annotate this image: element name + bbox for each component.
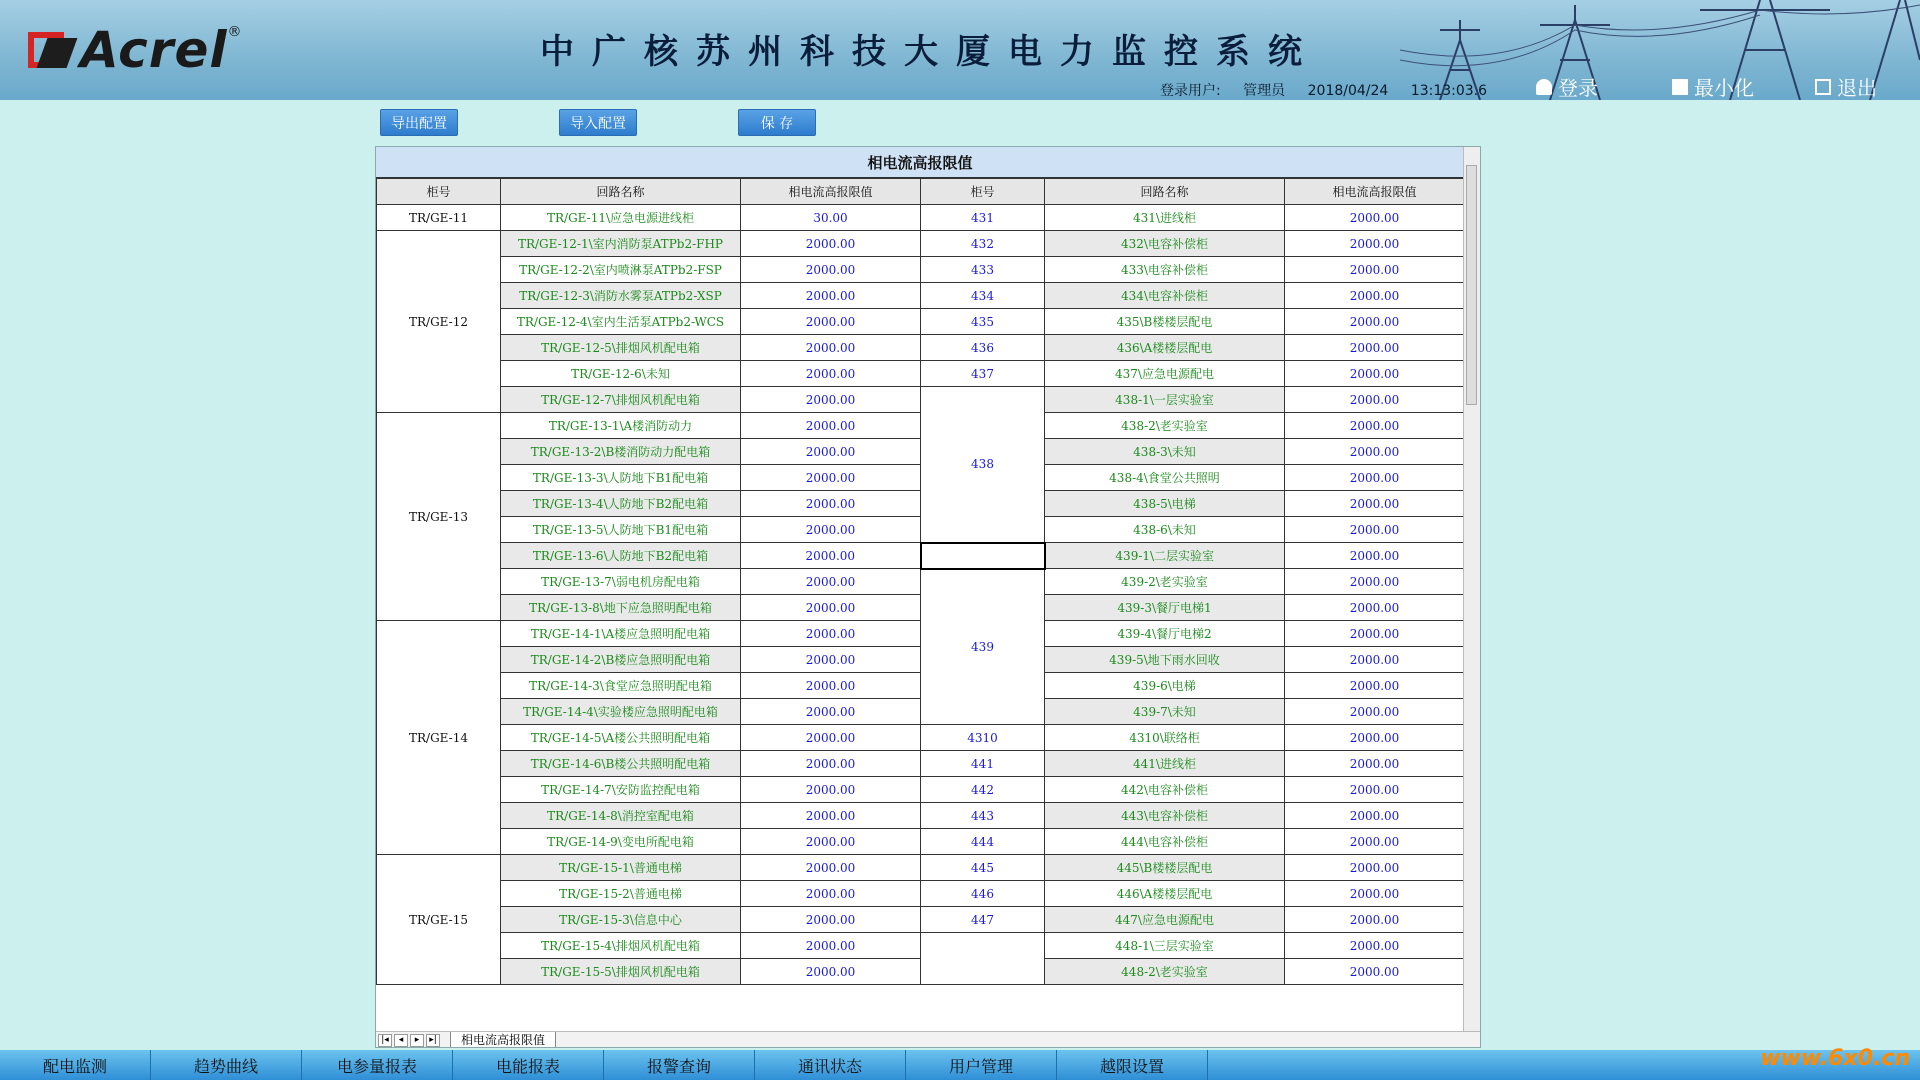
cabinet-cell: 437 — [921, 361, 1045, 387]
circuit-name-cell: 438-4\食堂公共照明 — [1045, 465, 1285, 491]
login-button[interactable] — [1536, 72, 1598, 100]
limit-value-cell[interactable]: 2000.00 — [741, 881, 921, 907]
cabinet-cell: TR/GE-14 — [377, 621, 501, 855]
export-config-button[interactable]: 导出配置 — [380, 109, 458, 136]
circuit-name-cell: 4310\联络柜 — [1045, 725, 1285, 751]
circuit-name-cell: TR/GE-13-1\A楼消防动力 — [501, 413, 741, 439]
cabinet-cell: 443 — [921, 803, 1045, 829]
limit-value-cell[interactable]: 2000.00 — [1285, 777, 1465, 803]
circuit-name-cell: TR/GE-15-4\排烟风机配电箱 — [501, 933, 741, 959]
limit-value-cell[interactable]: 2000.00 — [1285, 309, 1465, 335]
table-row — [377, 803, 1465, 829]
circuit-name-cell: TR/GE-14-1\A楼应急照明配电箱 — [501, 621, 741, 647]
table-row — [377, 361, 1465, 387]
sheet-tab-bar — [376, 1031, 1481, 1048]
circuit-name-cell: TR/GE-14-8\消控室配电箱 — [501, 803, 741, 829]
table-row — [377, 933, 1465, 959]
table-row — [377, 543, 1465, 569]
table-row — [377, 569, 1465, 595]
limit-value-cell[interactable]: 2000.00 — [1285, 881, 1465, 907]
cabinet-cell: 442 — [921, 777, 1045, 803]
circuit-name-cell: 436\A楼楼层配电 — [1045, 335, 1285, 361]
table-row — [377, 751, 1465, 777]
limit-value-cell[interactable]: 2000.00 — [1285, 595, 1465, 621]
circuit-name-cell: TR/GE-14-4\实验楼应急照明配电箱 — [501, 699, 741, 725]
circuit-name-cell: 439-4\餐厅电梯2 — [1045, 621, 1285, 647]
circuit-name-cell: TR/GE-15-1\普通电梯 — [501, 855, 741, 881]
cabinet-cell — [921, 933, 1045, 985]
limit-value-cell[interactable]: 2000.00 — [741, 361, 921, 387]
limit-value-cell[interactable]: 2000.00 — [1285, 803, 1465, 829]
cabinet-cell: 436 — [921, 335, 1045, 361]
circuit-name-cell: 432\电容补偿柜 — [1045, 231, 1285, 257]
circuit-name-cell: 437\应急电源配电 — [1045, 361, 1285, 387]
limit-value-cell[interactable]: 2000.00 — [1285, 933, 1465, 959]
col-header-cabinet-right: 柜号 — [921, 179, 1045, 205]
user-name: 管理员 — [1243, 83, 1286, 99]
cabinet-cell: TR/GE-12 — [377, 231, 501, 413]
cabinet-cell: 447 — [921, 907, 1045, 933]
watermark: www.6x0.cn — [1760, 1046, 1910, 1071]
current-time: 13:13:03.6 — [1410, 83, 1488, 99]
circuit-name-cell: 439-6\电梯 — [1045, 673, 1285, 699]
vertical-scrollbar[interactable] — [1463, 147, 1480, 1031]
logout-label: 退出 — [1837, 76, 1877, 100]
circuit-name-cell: 448-1\三层实验室 — [1045, 933, 1285, 959]
minimize-icon — [1672, 79, 1688, 95]
table-header-row — [377, 179, 1465, 205]
table-row — [377, 907, 1465, 933]
cabinet-cell: 441 — [921, 751, 1045, 777]
table-title: 相电流高报限值 — [376, 147, 1464, 178]
limit-value-cell[interactable]: 2000.00 — [1285, 257, 1465, 283]
circuit-name-cell: 439-2\老实验室 — [1045, 569, 1285, 595]
circuit-name-cell: TR/GE-14-9\变电所配电箱 — [501, 829, 741, 855]
limit-value-cell[interactable]: 2000.00 — [741, 803, 921, 829]
next-sheet-icon[interactable]: ▸ — [410, 1034, 424, 1047]
limit-value-cell[interactable]: 2000.00 — [1285, 439, 1465, 465]
limit-value-cell[interactable]: 2000.00 — [741, 413, 921, 439]
nav-tab-distribution-monitor[interactable]: 配电监测 — [0, 1050, 151, 1080]
cabinet-cell: 446 — [921, 881, 1045, 907]
table-row — [377, 881, 1465, 907]
minimize-label: 最小化 — [1694, 76, 1754, 100]
circuit-name-cell: TR/GE-13-5\人防地下B1配电箱 — [501, 517, 741, 543]
col-header-circuit-left: 回路名称 — [501, 179, 741, 205]
col-header-limit-right: 相电流高报限值 — [1285, 179, 1465, 205]
sheet-tab-current[interactable]: 相电流高报限值 — [450, 1032, 556, 1048]
circuit-name-cell: TR/GE-11\应急电源进线柜 — [501, 205, 741, 231]
circuit-name-cell: TR/GE-15-3\信息中心 — [501, 907, 741, 933]
user-label: 登录用户: — [1160, 83, 1221, 99]
limit-value-cell[interactable]: 2000.00 — [741, 309, 921, 335]
table-row — [377, 387, 1465, 413]
selected-cell[interactable] — [921, 543, 1045, 569]
cabinet-cell: 445 — [921, 855, 1045, 881]
limit-value-cell[interactable]: 2000.00 — [1285, 205, 1465, 231]
circuit-name-cell: 445\B楼楼层配电 — [1045, 855, 1285, 881]
limit-value-cell[interactable]: 2000.00 — [741, 543, 921, 569]
limit-value-cell[interactable]: 2000.00 — [1285, 725, 1465, 751]
logo-registered-mark: ® — [227, 24, 242, 40]
limit-value-cell[interactable]: 2000.00 — [741, 491, 921, 517]
table-row — [377, 231, 1465, 257]
limit-value-cell[interactable]: 2000.00 — [741, 907, 921, 933]
limit-value-cell[interactable]: 2000.00 — [1285, 335, 1465, 361]
circuit-name-cell: 444\电容补偿柜 — [1045, 829, 1285, 855]
limit-value-cell[interactable]: 2000.00 — [741, 959, 921, 985]
circuit-name-cell: 438-5\电梯 — [1045, 491, 1285, 517]
limit-value-cell[interactable]: 2000.00 — [1285, 465, 1465, 491]
circuit-name-cell: TR/GE-13-3\人防地下B1配电箱 — [501, 465, 741, 491]
limit-value-cell[interactable]: 2000.00 — [1285, 673, 1465, 699]
limit-value-cell[interactable]: 2000.00 — [741, 517, 921, 543]
circuit-name-cell: TR/GE-12-2\室内喷淋泵ATPb2-FSP — [501, 257, 741, 283]
table-row — [377, 257, 1465, 283]
limit-value-cell[interactable]: 30.00 — [741, 205, 921, 231]
cabinet-cell: 435 — [921, 309, 1045, 335]
logo-text: Acrel — [80, 21, 228, 79]
circuit-name-cell: TR/GE-12-4\室内生活泵ATPb2-WCS — [501, 309, 741, 335]
limit-value-cell[interactable]: 2000.00 — [741, 725, 921, 751]
circuit-name-cell: TR/GE-12-3\消防水雾泵ATPb2-XSP — [501, 283, 741, 309]
limit-value-cell[interactable]: 2000.00 — [741, 855, 921, 881]
limit-value-cell[interactable]: 2000.00 — [1285, 829, 1465, 855]
circuit-name-cell: 435\B楼楼层配电 — [1045, 309, 1285, 335]
limit-value-cell[interactable]: 2000.00 — [1285, 413, 1465, 439]
limit-value-cell[interactable]: 2000.00 — [741, 569, 921, 595]
circuit-name-cell: 441\进线柜 — [1045, 751, 1285, 777]
nav-tab-energy-report[interactable]: 电能报表 — [453, 1050, 604, 1080]
circuit-name-cell: TR/GE-13-7\弱电机房配电箱 — [501, 569, 741, 595]
user-status-line — [1160, 80, 1505, 100]
limit-value-cell[interactable]: 2000.00 — [741, 699, 921, 725]
circuit-name-cell: TR/GE-13-6\人防地下B2配电箱 — [501, 543, 741, 569]
limit-value-cell[interactable]: 2000.00 — [741, 673, 921, 699]
system-title: 中广核苏州科技大厦电力监控系统 — [540, 32, 1320, 72]
import-config-button[interactable]: 导入配置 — [559, 109, 637, 136]
table-row — [377, 205, 1465, 231]
cabinet-cell: 4310 — [921, 725, 1045, 751]
limit-value-cell[interactable]: 2000.00 — [741, 465, 921, 491]
current-date: 2018/04/24 — [1307, 83, 1389, 99]
circuit-name-cell: 438-2\老实验室 — [1045, 413, 1285, 439]
limit-value-cell[interactable]: 2000.00 — [741, 257, 921, 283]
save-button[interactable]: 保 存 — [738, 109, 816, 136]
limit-value-cell[interactable]: 2000.00 — [741, 777, 921, 803]
circuit-name-cell: TR/GE-15-2\普通电梯 — [501, 881, 741, 907]
circuit-name-cell: 431\进线柜 — [1045, 205, 1285, 231]
table-row — [377, 309, 1465, 335]
cabinet-cell: 431 — [921, 205, 1045, 231]
table-row — [377, 777, 1465, 803]
col-header-limit-left: 相电流高报限值 — [741, 179, 921, 205]
limit-value-cell[interactable]: 2000.00 — [741, 283, 921, 309]
circuit-name-cell: 433\电容补偿柜 — [1045, 257, 1285, 283]
first-sheet-icon[interactable]: |◂ — [378, 1034, 392, 1047]
limit-table — [376, 178, 1465, 985]
nav-tab-trend-curve[interactable]: 趋势曲线 — [151, 1050, 302, 1080]
circuit-name-cell: 448-2\老实验室 — [1045, 959, 1285, 985]
login-label: 登录 — [1558, 76, 1598, 100]
minimize-button[interactable] — [1672, 72, 1754, 100]
limit-value-cell[interactable]: 2000.00 — [741, 231, 921, 257]
prev-sheet-icon[interactable]: ◂ — [394, 1034, 408, 1047]
circuit-name-cell: TR/GE-15-5\排烟风机配电箱 — [501, 959, 741, 985]
circuit-name-cell: 439-3\餐厅电梯1 — [1045, 595, 1285, 621]
last-sheet-icon[interactable]: ▸| — [426, 1034, 440, 1047]
app-header — [0, 0, 1920, 100]
circuit-name-cell: TR/GE-13-4\人防地下B2配电箱 — [501, 491, 741, 517]
limit-value-cell[interactable]: 2000.00 — [1285, 491, 1465, 517]
bottom-nav — [0, 1050, 1920, 1080]
limit-value-cell[interactable]: 2000.00 — [741, 621, 921, 647]
limit-value-cell[interactable]: 2000.00 — [1285, 569, 1465, 595]
limit-value-cell[interactable]: 2000.00 — [1285, 907, 1465, 933]
cabinet-cell: 444 — [921, 829, 1045, 855]
logout-button[interactable] — [1815, 72, 1877, 100]
limit-value-cell[interactable]: 2000.00 — [1285, 517, 1465, 543]
circuit-name-cell: 438-3\未知 — [1045, 439, 1285, 465]
limit-value-cell[interactable]: 2000.00 — [741, 387, 921, 413]
limit-value-cell[interactable]: 2000.00 — [741, 829, 921, 855]
limit-value-cell[interactable]: 2000.00 — [741, 335, 921, 361]
cabinet-cell: TR/GE-11 — [377, 205, 501, 231]
col-header-cabinet-left: 柜号 — [377, 179, 501, 205]
circuit-name-cell: 447\应急电源配电 — [1045, 907, 1285, 933]
circuit-name-cell: TR/GE-14-6\B楼公共照明配电箱 — [501, 751, 741, 777]
acrel-logo-mark-icon — [28, 28, 74, 72]
circuit-name-cell: 439-5\地下雨水回收 — [1045, 647, 1285, 673]
circuit-name-cell: 434\电容补偿柜 — [1045, 283, 1285, 309]
circuit-name-cell: 442\电容补偿柜 — [1045, 777, 1285, 803]
limit-value-cell[interactable]: 2000.00 — [1285, 855, 1465, 881]
circuit-name-cell: TR/GE-12-1\室内消防泵ATPb2-FHP — [501, 231, 741, 257]
limit-value-cell[interactable]: 2000.00 — [741, 595, 921, 621]
circuit-name-cell: TR/GE-12-5\排烟风机配电箱 — [501, 335, 741, 361]
col-header-circuit-right: 回路名称 — [1045, 179, 1285, 205]
limit-value-cell[interactable]: 2000.00 — [1285, 647, 1465, 673]
limit-table-panel — [375, 146, 1481, 1048]
circuit-name-cell: TR/GE-13-2\B楼消防动力配电箱 — [501, 439, 741, 465]
table-row — [377, 283, 1465, 309]
circuit-name-cell: 438-1\一层实验室 — [1045, 387, 1285, 413]
cabinet-cell: 438 — [921, 387, 1045, 543]
limit-value-cell[interactable]: 2000.00 — [1285, 699, 1465, 725]
limit-value-cell[interactable]: 2000.00 — [1285, 387, 1465, 413]
user-icon — [1536, 79, 1552, 95]
nav-tab-user-management[interactable]: 用户管理 — [906, 1050, 1057, 1080]
nav-tab-alarm-query[interactable]: 报警查询 — [604, 1050, 755, 1080]
limit-value-cell[interactable]: 2000.00 — [1285, 361, 1465, 387]
circuit-name-cell: TR/GE-14-2\B楼应急照明配电箱 — [501, 647, 741, 673]
limit-value-cell[interactable]: 2000.00 — [1285, 621, 1465, 647]
circuit-name-cell: 438-6\未知 — [1045, 517, 1285, 543]
circuit-name-cell: 446\A楼楼层配电 — [1045, 881, 1285, 907]
nav-tab-comm-status[interactable]: 通讯状态 — [755, 1050, 906, 1080]
circuit-name-cell: TR/GE-12-7\排烟风机配电箱 — [501, 387, 741, 413]
table-row — [377, 829, 1465, 855]
acrel-logo — [28, 20, 242, 80]
exit-icon — [1815, 79, 1831, 95]
circuit-name-cell: TR/GE-14-3\食堂应急照明配电箱 — [501, 673, 741, 699]
circuit-name-cell: TR/GE-13-8\地下应急照明配电箱 — [501, 595, 741, 621]
cabinet-cell: 432 — [921, 231, 1045, 257]
circuit-name-cell: 439-1\二层实验室 — [1045, 543, 1285, 569]
limit-value-cell[interactable]: 2000.00 — [1285, 283, 1465, 309]
circuit-name-cell: 439-7\未知 — [1045, 699, 1285, 725]
table-row — [377, 855, 1465, 881]
limit-value-cell[interactable]: 2000.00 — [741, 647, 921, 673]
limit-value-cell[interactable]: 2000.00 — [1285, 959, 1465, 985]
circuit-name-cell: TR/GE-12-6\未知 — [501, 361, 741, 387]
nav-tab-limit-settings[interactable]: 越限设置 — [1057, 1050, 1208, 1080]
limit-value-cell[interactable]: 2000.00 — [741, 751, 921, 777]
cabinet-cell: 439 — [921, 569, 1045, 725]
cabinet-cell: TR/GE-15 — [377, 855, 501, 985]
limit-value-cell[interactable]: 2000.00 — [741, 439, 921, 465]
scrollbar-thumb[interactable] — [1466, 165, 1477, 405]
cabinet-cell: 434 — [921, 283, 1045, 309]
circuit-name-cell: TR/GE-14-7\安防监控配电箱 — [501, 777, 741, 803]
limit-value-cell[interactable]: 2000.00 — [1285, 231, 1465, 257]
nav-tab-parameter-report[interactable]: 电参量报表 — [302, 1050, 453, 1080]
circuit-name-cell: TR/GE-14-5\A楼公共照明配电箱 — [501, 725, 741, 751]
cabinet-cell: 433 — [921, 257, 1045, 283]
circuit-name-cell: 443\电容补偿柜 — [1045, 803, 1285, 829]
cabinet-cell: TR/GE-13 — [377, 413, 501, 621]
limit-value-cell[interactable]: 2000.00 — [1285, 751, 1465, 777]
limit-value-cell[interactable]: 2000.00 — [741, 933, 921, 959]
table-row — [377, 725, 1465, 751]
table-row — [377, 335, 1465, 361]
limit-value-cell[interactable]: 2000.00 — [1285, 543, 1465, 569]
